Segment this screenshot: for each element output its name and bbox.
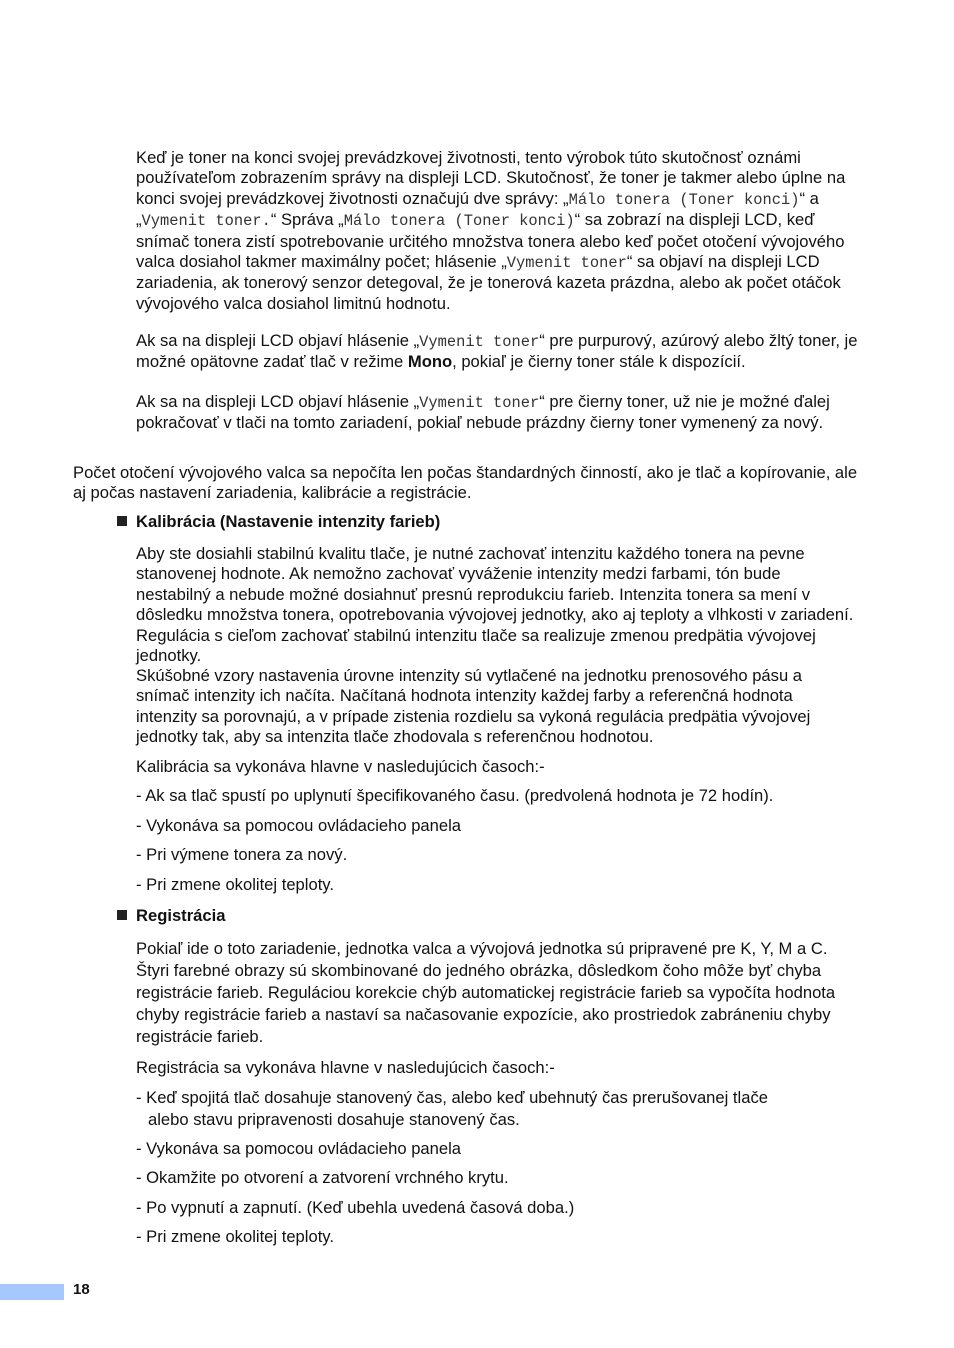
- text-span: “ pre čierny toner, už nie je možné ďalej pokračovať v tlači na tomto zariadení, pokiaľ nebude prázdny čierny toner vymenený za nový.: [136, 392, 830, 433]
- lcd-message: Vymenit toner.: [141, 212, 271, 231]
- registration-heading-text: Registrácia: [136, 906, 226, 925]
- text-span: Keď je toner na konci svojej prevádzkovej životnosti, tento výrobok túto skutočnosť oznámi používateľom zobrazením správy na displeji LCD. Skutočnosť, že toner je takmer alebo úplne na konci svojej prevádzkovej životnosti označujú dve správy: „: [136, 148, 846, 208]
- registration-heading: [117, 906, 225, 926]
- text-span: “ Správa „: [270, 210, 344, 230]
- lcd-message: Vymenit toner: [419, 394, 540, 412]
- text-span: , pokiaľ je čierny toner stále k dispozícií.: [452, 352, 746, 372]
- registration-when: Registrácia sa vykonáva hlavne v nasledujúcich časoch:-: [136, 1058, 555, 1077]
- text-span: “ sa objaví na displeji LCD zariadenia, ak tonerový senzor detegoval, že je tonerová kazeta prázdna, alebo ak počet otáčok vývojového valca dosiahol limitnú hodnotu.: [136, 252, 841, 313]
- text-span: Ak sa na displeji LCD objaví hlásenie „: [136, 392, 420, 411]
- lcd-message: Málo tonera (Toner konci): [343, 212, 575, 231]
- mono-mode-label: Mono: [407, 352, 453, 372]
- text-span: “ a „: [136, 188, 819, 230]
- registration-paragraph-1: Pokiaľ ide o toto zariadenie, jednotka valca a vývojová jednotka sú pripravené pre K, Y, M a C. Štyri farebné obrazy sú skombinované do jedného obrázka, dôsledkom čoho môže byť chyba registrácie farieb. Reguláciou korekcie chýb automatickej registrácie farieb sa vypočíta hodnota chyby registrácie farieb a nastaví sa načasovanie expozície, ako prostriedok zabráneniu chyby registrácie farieb.: [136, 939, 836, 1046]
- list-item: - Pri zmene okolitej teploty.: [136, 1227, 334, 1246]
- calibration-heading-text: Kalibrácia (Nastavenie intenzity farieb): [136, 512, 441, 531]
- list-item: - Vykonáva sa pomocou ovládacieho panela: [136, 1139, 462, 1158]
- page-tab-marker: [0, 1284, 64, 1300]
- calibration-heading: [117, 512, 440, 532]
- text-span: Ak sa na displeji LCD objaví hlásenie „: [136, 331, 420, 350]
- list-item: - Okamžite po otvorení a zatvorení vrchného krytu.: [136, 1168, 509, 1187]
- text-span: “ pre purpurový, azúrový alebo žltý toner, je možné opätovne zadať tlač v režime: [136, 331, 858, 372]
- calibration-paragraph-2: Skúšobné vzory nastavenia úrovne intenzity sú vytlačené na jednotku prenosového pásu a snímač intenzity ich načíta. Načítaná hodnota intenzity každej farby a referenčná hodnota intenzity sa porovnajú, a v prípade zistenia rozdielu sa vykoná regulácia predpätia vývojovej jednotky tak, aby sa intenzita tlače zhodovala s referenčnou hodnotou.: [136, 666, 811, 747]
- list-item: - Pri zmene okolitej teploty.: [136, 875, 334, 894]
- list-item-line: alebo stavu pripravenosti dosahuje stanovený čas.: [148, 1110, 520, 1129]
- square-bullet-icon: [117, 516, 127, 526]
- square-bullet-icon: [117, 910, 127, 920]
- calibration-when: Kalibrácia sa vykonáva hlavne v nasledujúcich časoch:-: [136, 757, 545, 776]
- lcd-message: Vymenit toner: [506, 254, 627, 273]
- intro-paragraph-color-toner: [136, 331, 858, 373]
- list-item: [136, 1087, 858, 1131]
- lcd-message: Málo tonera (Toner konci): [568, 190, 800, 209]
- list-item: - Vykonáva sa pomocou ovládacieho panela: [136, 816, 462, 835]
- list-item: - Ak sa tlač spustí po uplynutí špecifikovaného času. (predvolená hodnota je 72 hodín).: [136, 786, 774, 805]
- intro-paragraph-black-toner: [136, 392, 858, 434]
- count-paragraph: Počet otočení vývojového valca sa nepočíta len počas štandardných činností, ako je tlač a kopírovanie, ale aj počas nastavení zariadenia, kalibrácie a registrácie.: [73, 463, 858, 503]
- intro-paragraph-messages: [136, 148, 858, 314]
- list-item-line: - Keď spojitá tlač dosahuje stanovený čas, alebo keď ubehnutý čas prerušovanej tlače: [136, 1088, 768, 1107]
- page-number: 18: [73, 1281, 90, 1298]
- text-span: “ sa zobrazí na displeji LCD, keď snímač tonera zistí spotrebovanie určitého množstva tonera alebo keď počet otočení vývojového valca dosiahol takmer maximálny počet; hlásenie „: [136, 210, 845, 272]
- list-item: - Po vypnutí a zapnutí. (Keď ubehla uvedená časová doba.): [136, 1198, 575, 1217]
- lcd-message: Vymenit toner: [419, 333, 540, 351]
- calibration-paragraph-1: Aby ste dosiahli stabilnú kvalitu tlače, je nutné zachovať intenzitu každého tonera na pevne stanovenej hodnote. Ak nemožno zachovať vyváženie intenzity medzi farbami, tón bude nestabilný a nebude možné dosiahnuť presnú reprodukciu farieb. Intenzita tonera sa mení v dôsledku množstva tonera, opotrebovania vývojovej jednotky, ako aj teploty a vlhkosti v zariadení. Regulácia s cieľom zachovať stabilnú intenzitu tlače sa realizuje zmenou predpätia vývojovej jednotky.: [136, 544, 854, 666]
- list-item: - Pri výmene tonera za nový.: [136, 845, 348, 864]
